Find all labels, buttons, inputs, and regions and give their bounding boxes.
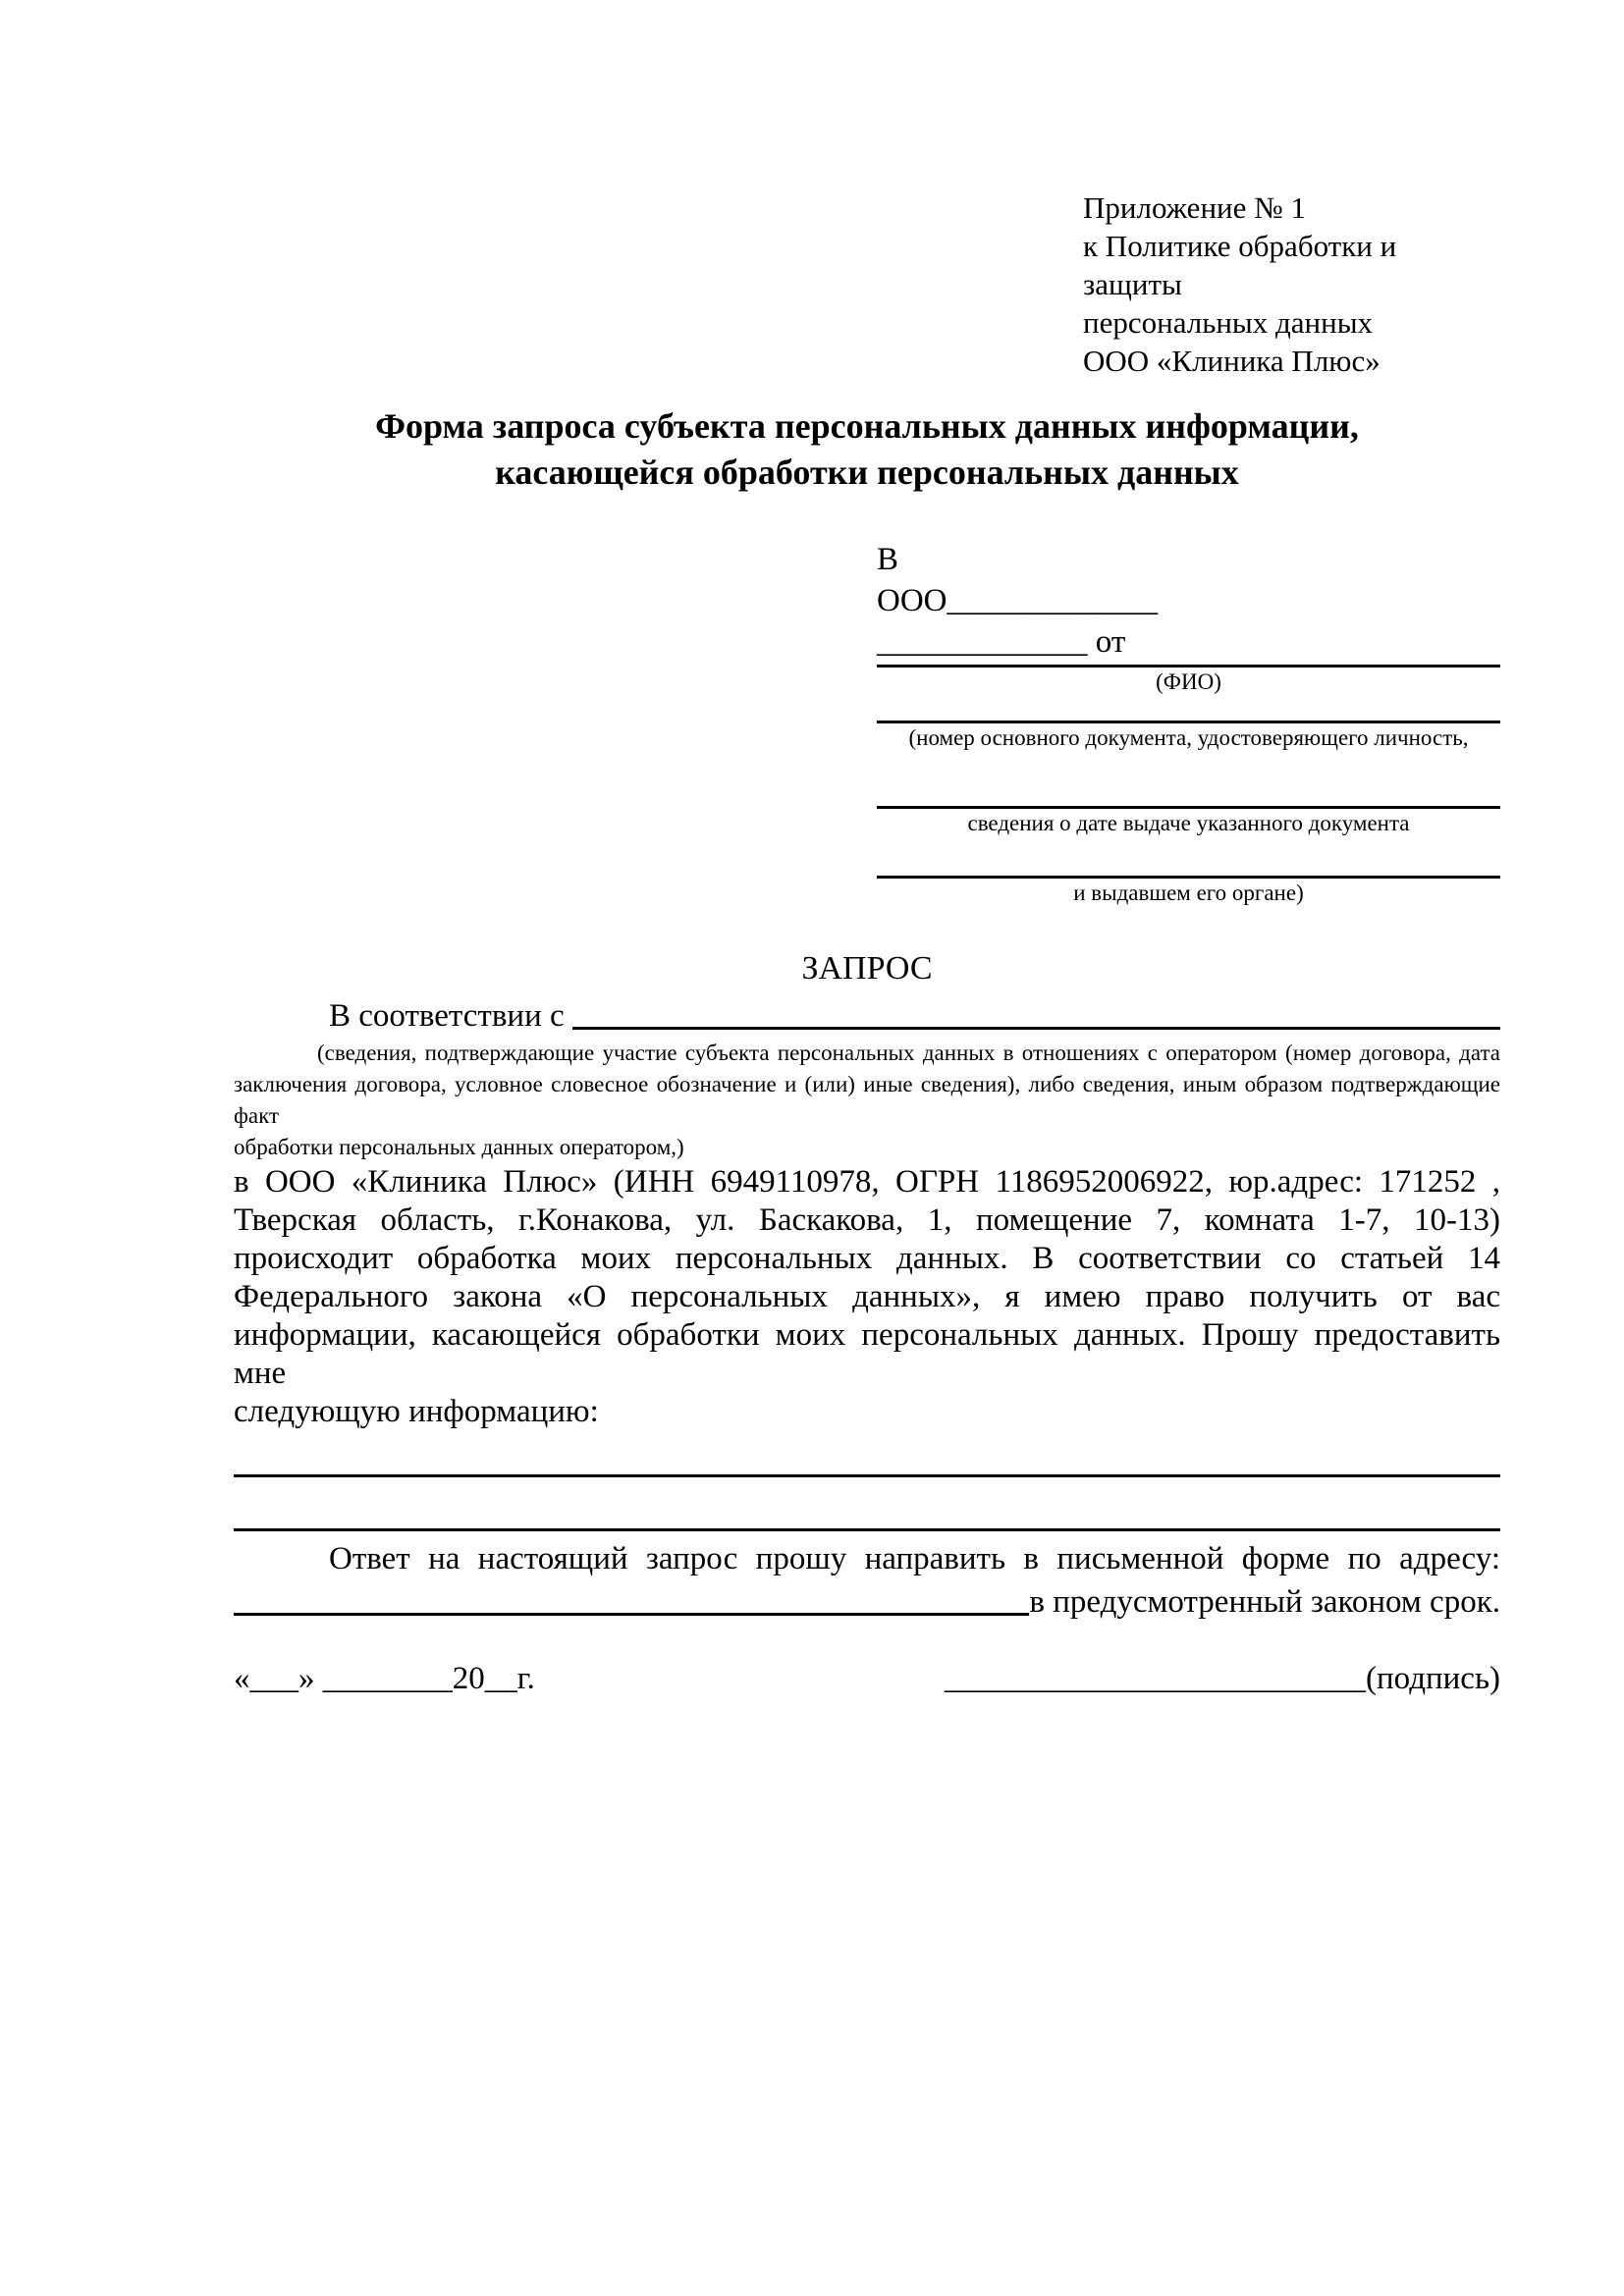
smallprint-line: (сведения, подтверждающие участие субъекта персональных данных в отношениях с оператором (номер договора, дата [317, 1041, 1500, 1065]
annex-block [1083, 188, 1500, 380]
document-title-line: касающейся обработки персональных данных [495, 453, 1239, 492]
fio-caption: (ФИО) [1156, 669, 1221, 694]
body-line: следующую информацию: [234, 1394, 599, 1429]
document-title [234, 403, 1500, 496]
accordance-blank-field [572, 994, 1500, 1030]
from-line [877, 621, 1500, 663]
accordance-line [234, 994, 1500, 1038]
from-blank-field: _____________ [877, 624, 1088, 660]
signature-blank-field: __________________________ [945, 1661, 1366, 1696]
smallprint-line: обработки персональных данных оператором,) [234, 1135, 684, 1159]
annex-line: ООО «Клиника Плюс» [1083, 344, 1380, 378]
body-line: в ООО «Клиника Плюс» (ИНН 6949110978, ОГРН 1186952006922, юр.адрес: 171252 , [234, 1164, 1500, 1200]
reply-suffix: в предусмотренный законом срок. [1029, 1584, 1500, 1620]
body-line: Тверская область, г.Конакова, ул. Баскакова, 1, помещение 7, комната 1-7, 10-13) [234, 1202, 1500, 1238]
date-field: «___» ________20__г. [234, 1661, 535, 1696]
annex-line: Приложение № 1 [1083, 190, 1306, 225]
footer-row [234, 1657, 1500, 1700]
signature-caption: (подпись) [1366, 1661, 1500, 1696]
org-label: ООО [877, 583, 947, 618]
accordance-prefix: В соответствии с [329, 998, 572, 1034]
body-line: Федерального закона «О персональных данных», я имею право получить от вас [234, 1279, 1500, 1314]
request-body [234, 1163, 1500, 1431]
org-line [877, 580, 1500, 621]
reply-address-line [234, 1580, 1500, 1624]
issue-org-blank-field [877, 876, 1500, 908]
id-doc-blank-field [877, 721, 1500, 753]
issue-org-caption: и выдавшем его органе) [1073, 881, 1304, 905]
id-doc-caption: (номер основного документа, удостоверяющего личность, [908, 725, 1469, 750]
addressee-block [877, 539, 1500, 908]
body-line: происходит обработка моих персональных данных. В соответствии со статьей 14 [234, 1241, 1500, 1276]
document-title-line: Форма запроса субъекта персональных данных информации, [375, 406, 1359, 446]
smallprint-note [234, 1038, 1500, 1163]
reply-line: Ответ на настоящий запрос прошу направить в письменной форме по адресу: [329, 1541, 1500, 1576]
answer-blank-field [234, 1477, 1500, 1531]
smallprint-line: заключения договора, условное словесное обозначение и (или) иные сведения), либо сведения, иным образом подтверждающие факт [234, 1072, 1500, 1128]
issue-date-caption: сведения о дате выдаче указанного документа [967, 811, 1410, 835]
request-heading: ЗАПРОС [801, 950, 933, 987]
answer-blank-field [234, 1431, 1500, 1477]
issue-date-blank-field [877, 806, 1500, 838]
annex-line: к Политике обработки и защиты [1083, 229, 1397, 301]
annex-line: персональных данных [1083, 305, 1374, 340]
addressee-to-line: В [877, 542, 899, 577]
signature-group [945, 1657, 1500, 1700]
fio-blank-field [877, 665, 1500, 697]
reply-blank-field [234, 1580, 1029, 1616]
from-label: от [1087, 624, 1126, 660]
org-blank-field: _____________ [947, 583, 1158, 618]
body-line: информации, касающейся обработки моих персональных данных. Прошу предоставить мне [234, 1317, 1500, 1391]
